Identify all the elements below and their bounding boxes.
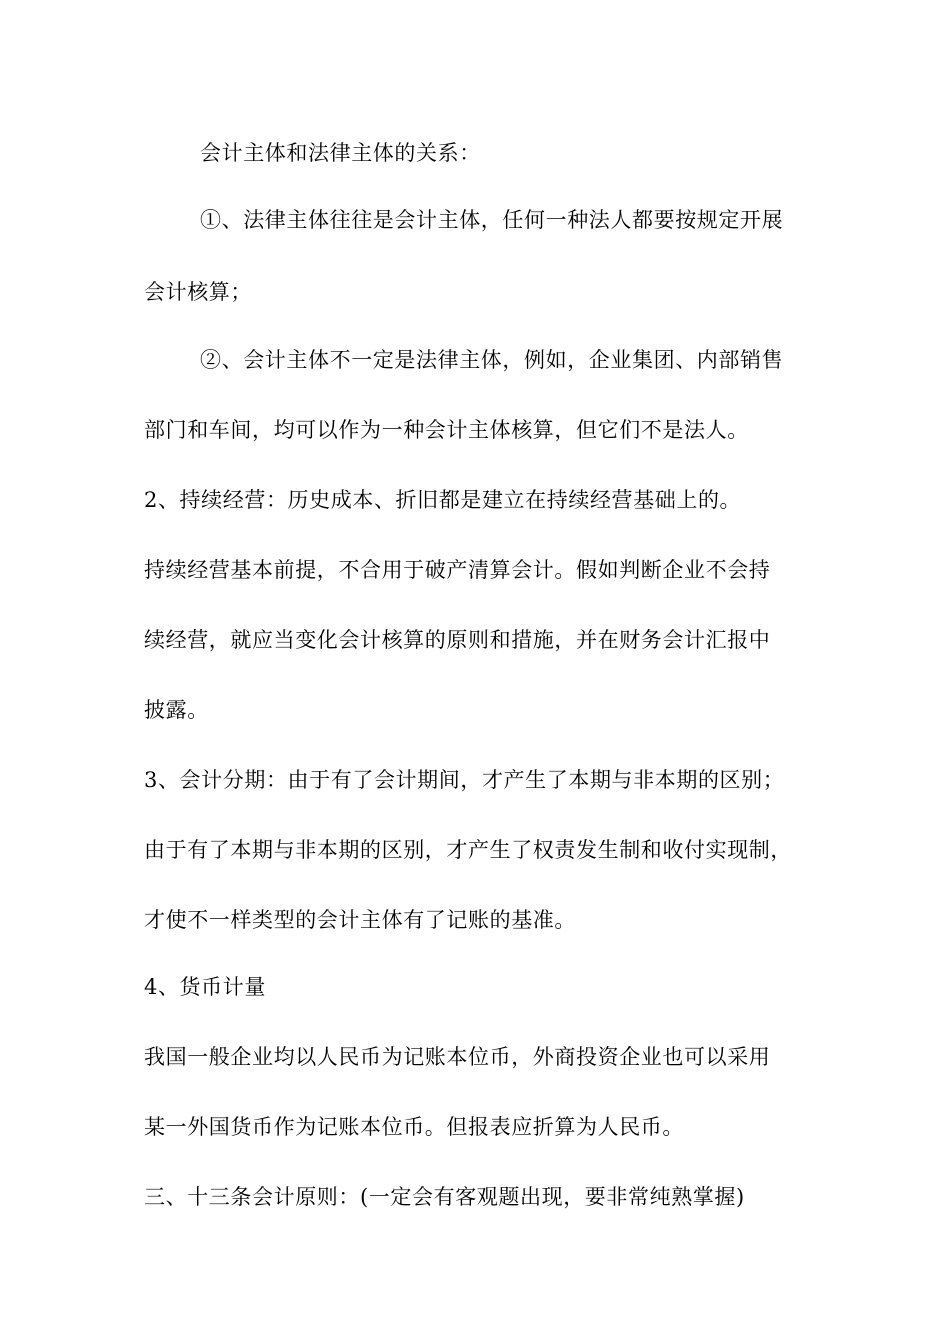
text-line: 续经营，就应当变化会计核算的原则和措施，并在财务会计汇报中 xyxy=(144,628,771,652)
text-line: 由于有了本期与非本期的区别，才产生了权责发生制和收付实现制， xyxy=(144,838,792,862)
text-line: 2、持续经营：历史成本、折旧都是建立在持续经营基础上的。 xyxy=(144,488,742,512)
text-line: ②、会计主体不一定是法律主体，例如，企业集团、内部销售 xyxy=(200,348,784,372)
text-line: 持续经营基本前提，不合用于破产清算会计。假如判断企业不会持 xyxy=(144,558,771,582)
text-line: 披露。 xyxy=(144,698,209,722)
text-line: 部门和车间，均可以作为一种会计主体核算，但它们不是法人。 xyxy=(144,418,749,442)
text-line: 会计核算； xyxy=(144,280,252,304)
text-line: ①、法律主体往往是会计主体，任何一种法人都要按规定开展 xyxy=(200,208,784,232)
text-line: 我国一般企业均以人民币为记账本位币，外商投资企业也可以采用 xyxy=(144,1045,771,1069)
text-line: 4、货币计量 xyxy=(144,975,266,999)
text-line: 某一外国货币作为记账本位币。但报表应折算为人民币。 xyxy=(144,1115,684,1139)
text-line: 才使不一样类型的会计主体有了记账的基准。 xyxy=(144,908,576,932)
text-line: 会计主体和法律主体的关系： xyxy=(200,141,481,165)
text-line: 3、会计分期：由于有了会计期间，才产生了本期与非本期的区别； xyxy=(144,768,785,792)
text-line: 三、十三条会计原则：(一定会有客观题出现，要非常纯熟掌握) xyxy=(144,1185,745,1209)
